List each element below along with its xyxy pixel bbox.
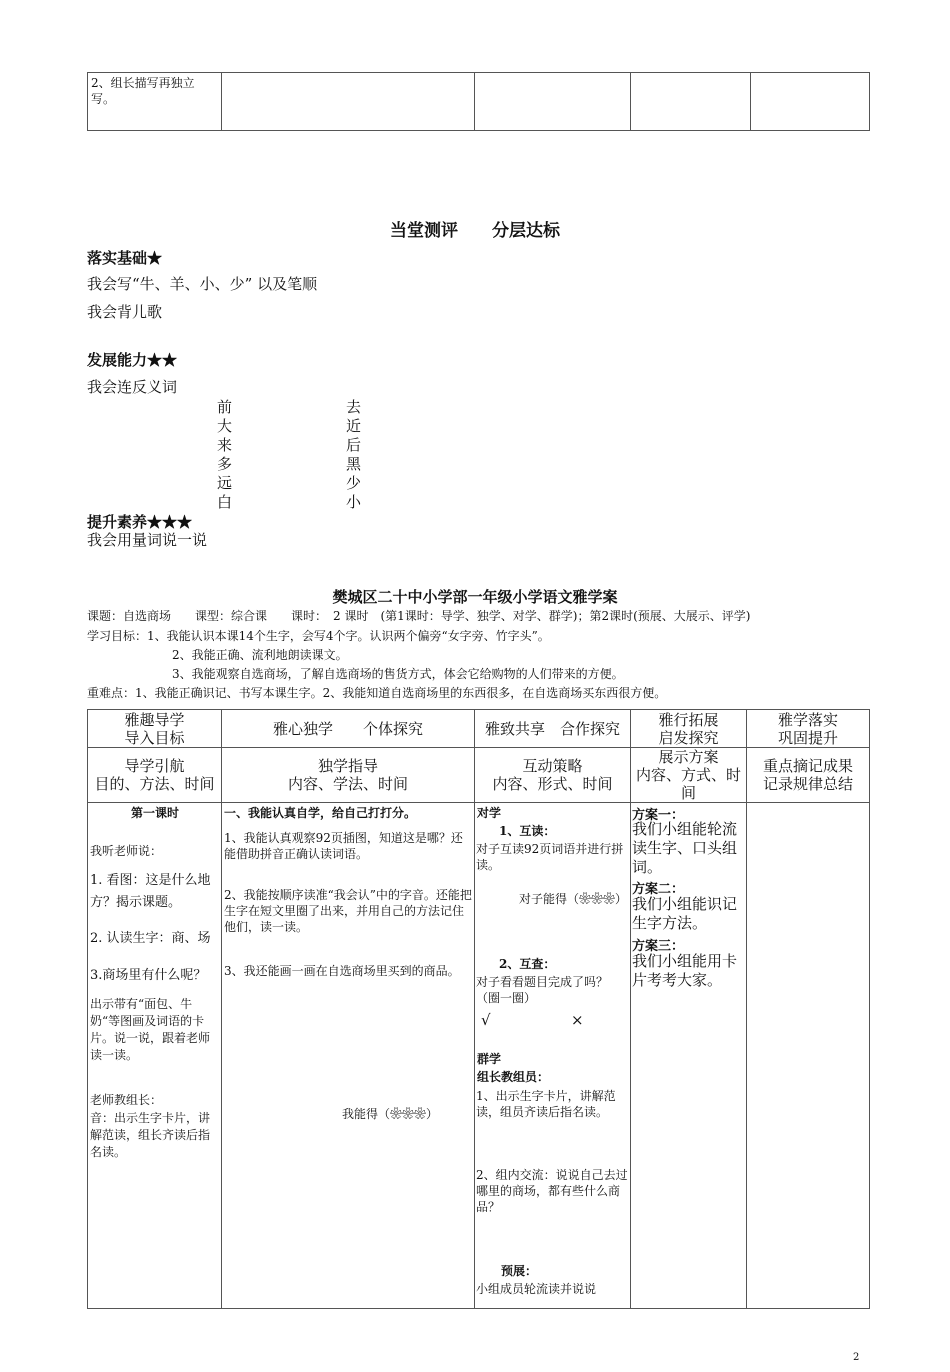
subheader-cell: 互动策略 内容、形式、时间 <box>475 748 631 803</box>
subheader-cell: 导学引航 目的、方法、时间 <box>88 748 222 803</box>
develop-heading: 发展能力★★ <box>87 351 178 369</box>
subheader-cell: 重点摘记成果 记录规律总结 <box>747 748 870 803</box>
group-heading: 群学 <box>477 1052 502 1066</box>
col1-text: 3.商场里有什么呢？ <box>90 968 207 983</box>
antonym-right: 近 <box>346 417 362 435</box>
subheader-cell: 独学指导 内容、学法、时间 <box>222 748 475 803</box>
col3-text: 对子互读92页词语并进行拼读。 <box>476 842 624 872</box>
plan-meta: 课题：自选商场 课型：综合课 课时： 2 课时 (第1课时：导学、独学、对学、群学)；第2课时(预展、大展示、评学) <box>87 609 751 623</box>
antonym-left: 来 <box>217 436 233 454</box>
plan-goals-1: 学习目标：1、我能认识本课14个生字，会写4个字。认识两个偏旁“女字旁、竹字头”。 <box>87 629 550 643</box>
col3-text: 小组成员轮流读并说说 <box>476 1282 597 1296</box>
col2-heading: 一、我能认真自学，给自己打打分。 <box>224 806 417 820</box>
header-cell: 雅学落实 巩固提升 <box>747 710 870 748</box>
plan-option-text: 我们小组能识记生字方法。 <box>632 895 738 932</box>
col1-text: 老师教组长： <box>90 1093 163 1107</box>
basic-line-1: 我会写“牛、羊、小、少” 以及笔顺 <box>87 275 318 293</box>
top-table-cell <box>222 73 475 131</box>
antonym-left: 多 <box>217 455 233 473</box>
header-cell: 雅致共享 合作探究 <box>475 710 631 748</box>
col1-text: 2. 认读生字：商、场 <box>90 931 211 946</box>
antonym-left: 远 <box>217 474 233 492</box>
section-title: 当堂测评 分层达标 <box>390 221 560 241</box>
pair-score: 对子能得（❀❀❀） <box>519 892 628 906</box>
plan-option-text: 我们小组能用卡片考考大家。 <box>632 952 738 989</box>
antonym-right: 少 <box>346 474 362 492</box>
notes-cell <box>747 803 870 1309</box>
col1-text: 出示带有“面包、牛奶“等图画及词语的卡片。说一说，跟着老师读一读。 <box>90 997 211 1062</box>
guide-cell <box>88 803 222 1309</box>
header-cell: 雅行拓展 启发探究 <box>631 710 747 748</box>
col3-text: 2、组内交流：说说自己去过哪里的商场，都有些什么商品？ <box>476 1168 628 1214</box>
basic-heading: 落实基础★ <box>87 249 163 267</box>
page-number: 2 <box>853 1352 860 1363</box>
header-cell: 雅心独学 个体探究 <box>222 710 475 748</box>
lesson-table <box>87 709 870 1309</box>
top-table-cell <box>475 73 631 131</box>
col2-text: 3、我还能画一画在自选商场里买到的商品。 <box>224 964 460 978</box>
plan-title: 樊城区二十中小学部一年级小学语文雅学案 <box>332 588 618 606</box>
col2-text: 2、我能按顺序读准“我会认”中的字音。还能把生字在短文里圈了出来，并用自己的方法记住他们，读一读。 <box>224 888 472 934</box>
antonym-left: 前 <box>217 398 233 416</box>
basic-line-2: 我会背儿歌 <box>87 303 163 321</box>
group-subheading: 组长教组员： <box>477 1070 550 1084</box>
plan-option-heading: 方案二： <box>632 882 685 897</box>
display-plan-cell <box>631 803 747 1309</box>
preview-heading: 预展： <box>501 1264 538 1278</box>
cooperation-cell <box>475 803 631 1309</box>
top-table <box>87 72 870 131</box>
antonym-right: 去 <box>346 398 362 416</box>
col3-text: 对子看看题目完成了吗？（圈一圈） <box>476 975 609 1005</box>
self-study-cell <box>222 803 475 1309</box>
plan-option-heading: 方案三： <box>632 939 685 954</box>
plan-key-points: 重难点：1、我能正确识记、书写本课生字。2、我能知道自选商场里的东西很多，在自选商场买东西很方便。 <box>87 686 667 700</box>
pair-heading: 对学 <box>477 806 502 820</box>
lesson-heading: 第一课时 <box>130 806 179 820</box>
col1-text: 1. 看图：这是什么地方？揭示课题。 <box>90 873 211 910</box>
plan-option-text: 我们小组能轮流读生字、口头组词。 <box>632 820 738 876</box>
develop-prompt: 我会连反义词 <box>87 378 178 396</box>
antonym-right: 后 <box>346 436 362 454</box>
col3-subheading: 2、互查： <box>499 957 556 971</box>
top-table-cell <box>631 73 751 131</box>
plan-goals-3: 3、我能观察自选商场，了解自选商场的售货方式，体会它给购物的人们带来的方便。 <box>172 667 624 681</box>
top-table-cell: 2、组长描写再独立写。 <box>88 73 222 131</box>
col2-text: 1、我能认真观察92页插图，知道这是哪？还能借助拼音正确认读词语。 <box>224 831 463 861</box>
col3-text: 1、出示生字卡片，讲解范读，组员齐读后指名读。 <box>476 1089 616 1119</box>
col1-text: 音：出示生字卡片，讲解范读，组长齐读后指名读。 <box>90 1111 211 1159</box>
col1-text: 我听老师说： <box>90 844 163 858</box>
plan-option-heading: 方案一： <box>632 808 685 823</box>
header-cell: 雅趣导学 导入目标 <box>88 710 222 748</box>
antonym-right: 黑 <box>346 455 362 473</box>
antonym-left: 大 <box>217 417 233 435</box>
antonym-left: 白 <box>217 493 233 511</box>
antonym-right: 小 <box>346 493 362 511</box>
subheader-cell: 展示方案 内容、方式、时间 <box>631 748 747 803</box>
cross-mark-icon: × <box>571 1011 584 1029</box>
advance-heading: 提升素养★★★ <box>87 513 193 531</box>
self-score: 我能得（❀❀❀） <box>342 1107 439 1121</box>
top-table-cell <box>751 73 870 131</box>
plan-goals-2: 2、我能正确、流利地朗读课文。 <box>172 648 348 662</box>
check-mark-icon: √ <box>481 1011 491 1029</box>
advance-prompt: 我会用量词说一说 <box>87 531 208 549</box>
col3-subheading: 1、互读： <box>499 824 556 838</box>
